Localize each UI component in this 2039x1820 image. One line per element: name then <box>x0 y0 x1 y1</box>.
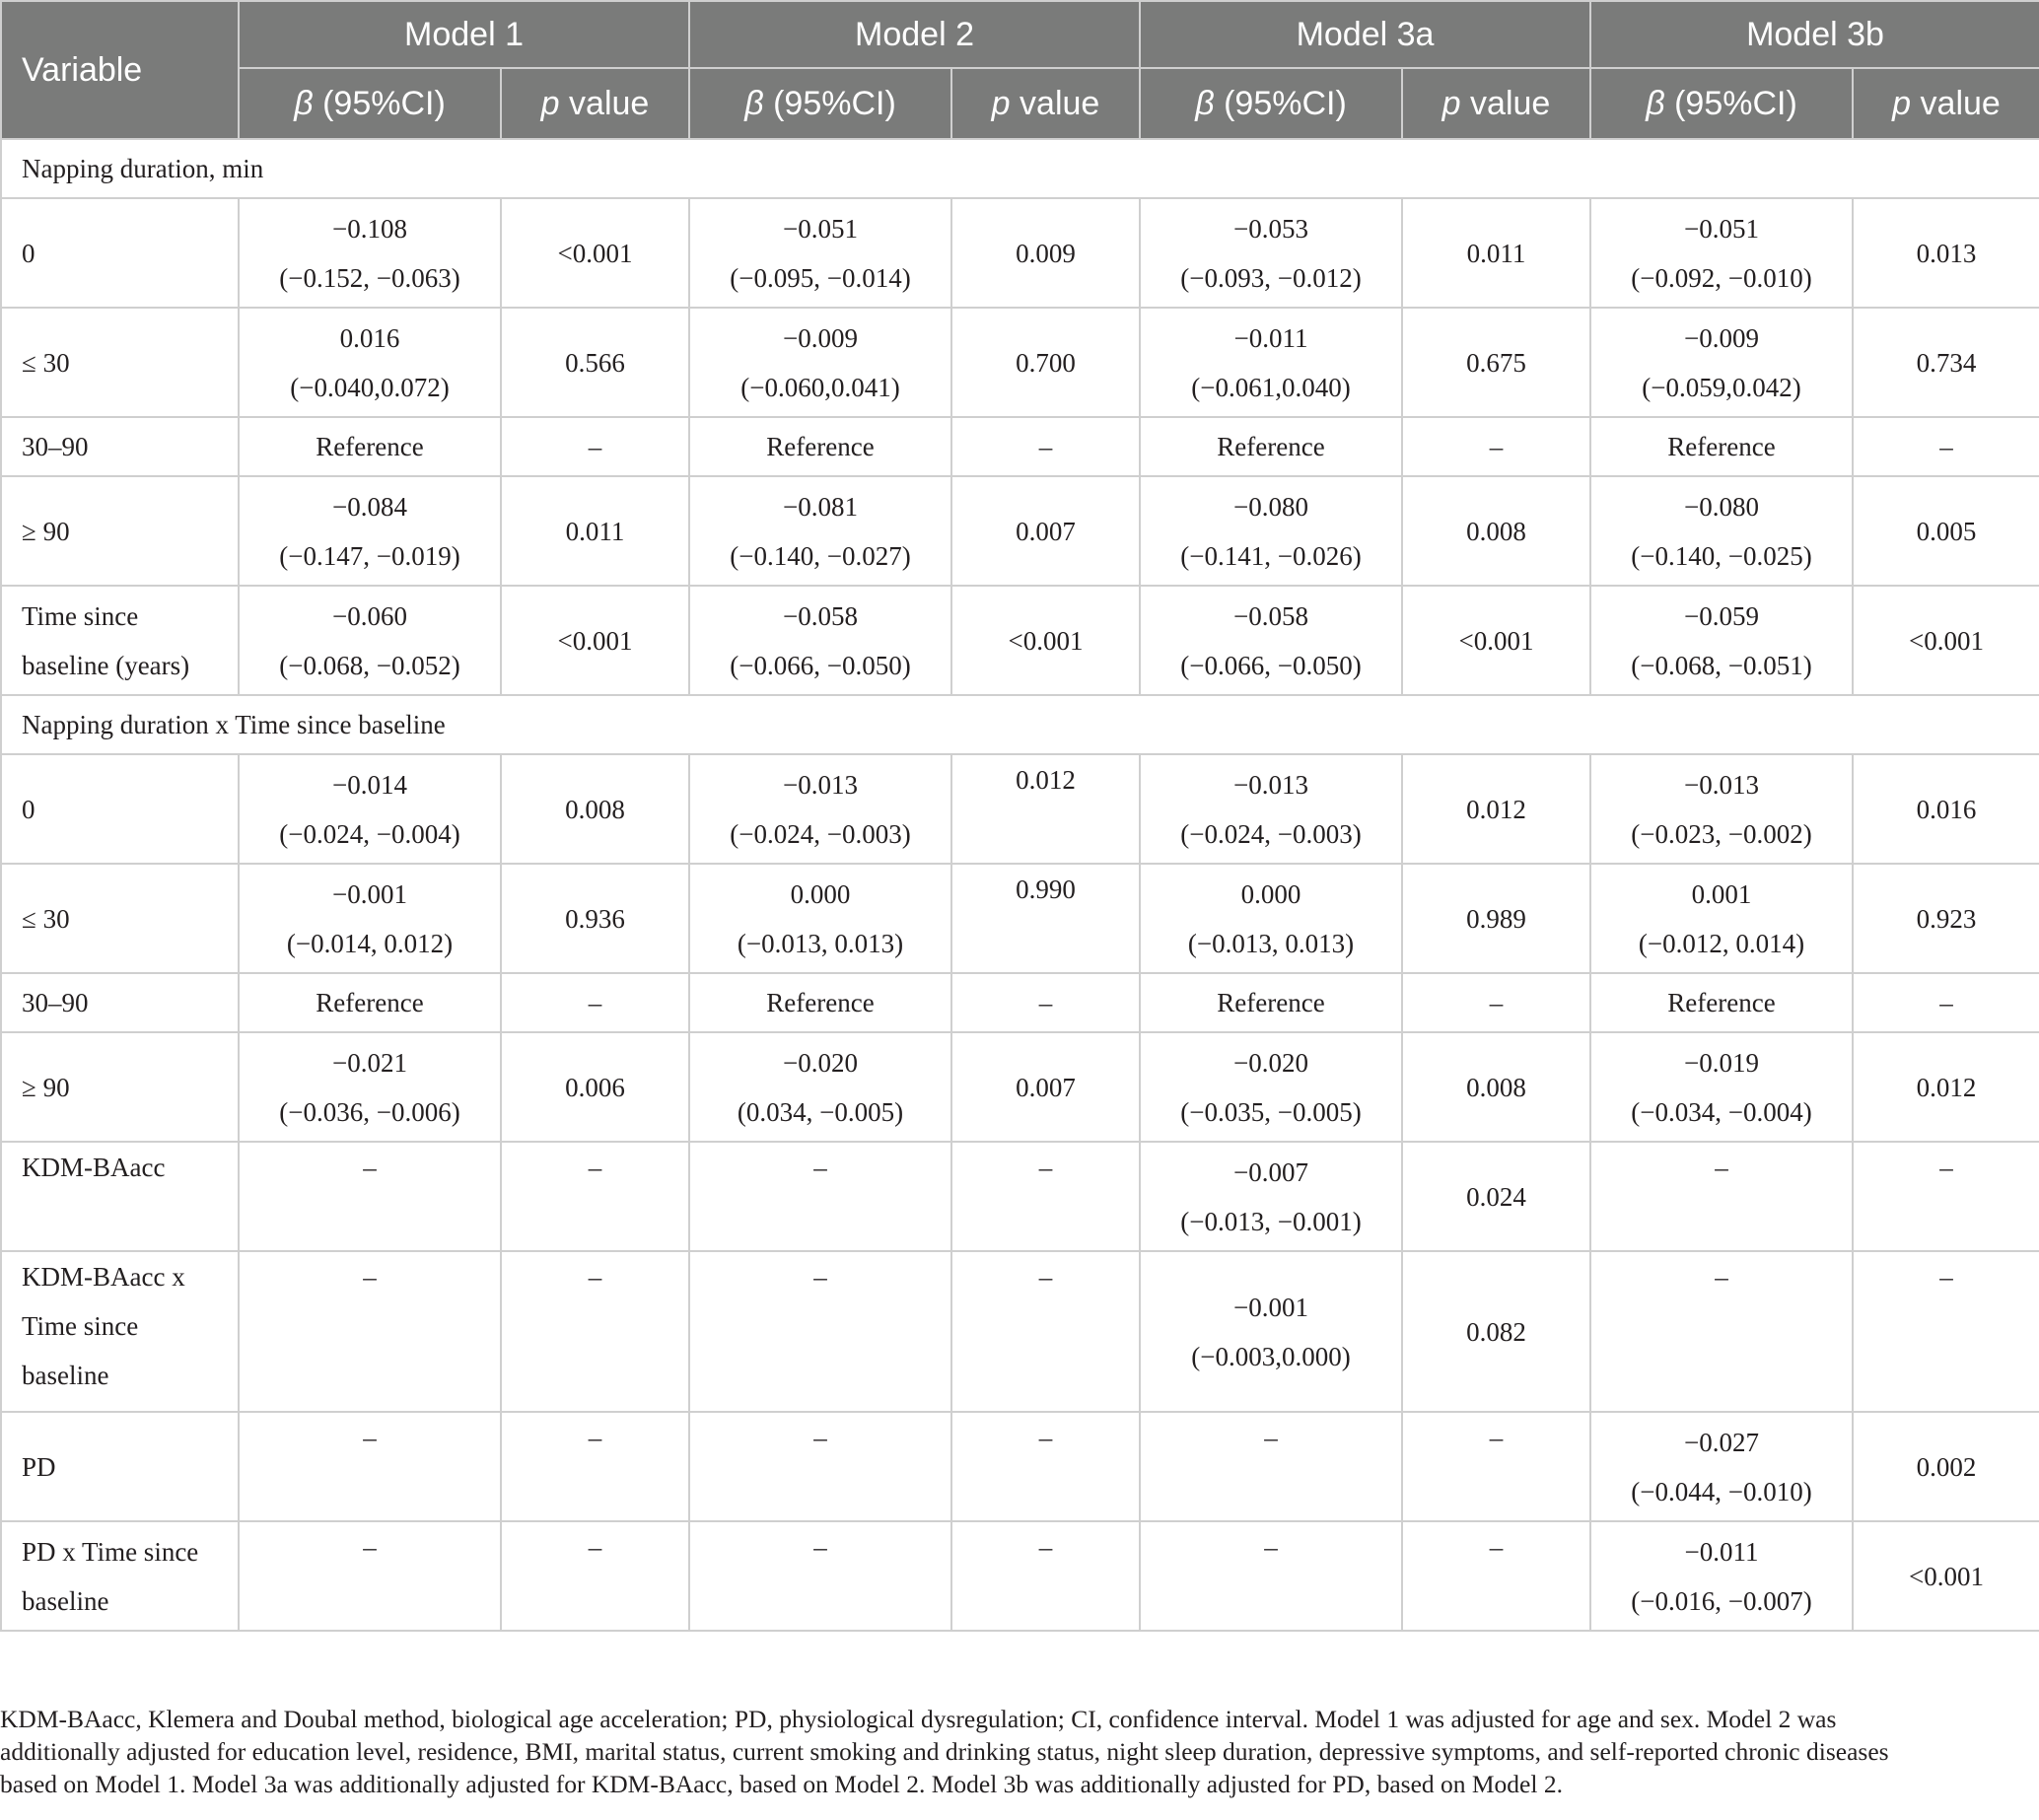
footnote-line: based on Model 1. Model 3a was additionally adjusted for KDM-BAacc, based on Model 2. Model 3b was additionally adjusted for PD, based on Model 2. <box>0 1770 1563 1798</box>
header-beta-ci: β (95%CI) <box>689 68 951 139</box>
table-row: 0 −0.108 (−0.152, −0.063) <0.001 −0.051 (−0.095, −0.014) 0.009 −0.053 (−0.093, −0.012) 0.011 −0.051 (−0.092, −0.010) 0.013 <box>1 198 2039 308</box>
header-beta-ci: β (95%CI) <box>1590 68 1853 139</box>
header-beta-ci: β (95%CI) <box>239 68 501 139</box>
section-napping-interaction: Napping duration x Time since baseline <box>1 695 2039 754</box>
header-p-value: p value <box>951 68 1140 139</box>
header-model-3b: Model 3b <box>1590 1 2039 68</box>
header-model-3a: Model 3a <box>1140 1 1590 68</box>
header-model-1: Model 1 <box>239 1 689 68</box>
section-napping-duration: Napping duration, min <box>1 139 2039 198</box>
header-beta-ci: β (95%CI) <box>1140 68 1402 139</box>
table-row: ≤ 30 −0.001 (−0.014, 0.012) 0.936 0.000 (−0.013, 0.013) 0.990 0.000 (−0.013, 0.013) 0.989 0.001 (−0.012, 0.014) 0.923 <box>1 864 2039 973</box>
table-row: Time since baseline (years) −0.060 (−0.068, −0.052) <0.001 −0.058 (−0.066, −0.050) <0.001 −0.058 (−0.066, −0.050) <0.001 −0.059 (−0.068, −0.051) <0.001 <box>1 586 2039 695</box>
table-row: 30–90 Reference – Reference – Reference – Reference – <box>1 973 2039 1032</box>
table-row: KDM-BAacc x Time since baseline – – – – −0.001 (−0.003,0.000) 0.082 – – <box>1 1251 2039 1412</box>
table-footnote <box>0 1703 2031 1800</box>
header-p-value: p value <box>1853 68 2039 139</box>
table-row: 0 −0.014 (−0.024, −0.004) 0.008 −0.013 (−0.024, −0.003) 0.012 −0.013 (−0.024, −0.003) 0.012 −0.013 (−0.023, −0.002) 0.016 <box>1 754 2039 864</box>
footnote-line: additionally adjusted for education level, residence, BMI, marital status, current smoking and drinking status, night sleep duration, depressive symptoms, and self-reported chronic diseases <box>0 1737 1889 1766</box>
header-row-models <box>1 1 2039 68</box>
header-variable: Variable <box>1 1 239 139</box>
table-row: PD x Time since baseline – – – – – – −0.011 (−0.016, −0.007) <0.001 <box>1 1521 2039 1631</box>
header-row-stats <box>1 68 2039 139</box>
header-p-value: p value <box>1402 68 1590 139</box>
table-row: KDM-BAacc – – – – −0.007 (−0.013, −0.001) 0.024 – – <box>1 1142 2039 1251</box>
header-p-value: p value <box>501 68 689 139</box>
table-row: 30–90 Reference – Reference – Reference – Reference – <box>1 417 2039 476</box>
footnote-line: KDM-BAacc, Klemera and Doubal method, biological age acceleration; PD, physiological dysregulation; CI, confidence interval. Model 1 was adjusted for age and sex. Model 2 was <box>0 1705 1837 1733</box>
table-row: ≤ 30 0.016 (−0.040,0.072) 0.566 −0.009 (−0.060,0.041) 0.700 −0.011 (−0.061,0.040) 0.675 −0.009 (−0.059,0.042) 0.734 <box>1 308 2039 417</box>
table-row: ≥ 90 −0.084 (−0.147, −0.019) 0.011 −0.081 (−0.140, −0.027) 0.007 −0.080 (−0.141, −0.026) 0.008 −0.080 (−0.140, −0.025) 0.005 <box>1 476 2039 586</box>
table-row: ≥ 90 −0.021 (−0.036, −0.006) 0.006 −0.020 (0.034, −0.005) 0.007 −0.020 (−0.035, −0.005) 0.008 −0.019 (−0.034, −0.004) 0.012 <box>1 1032 2039 1142</box>
table-row: PD – – – – – – −0.027 (−0.044, −0.010) 0.002 <box>1 1412 2039 1521</box>
header-model-2: Model 2 <box>689 1 1140 68</box>
